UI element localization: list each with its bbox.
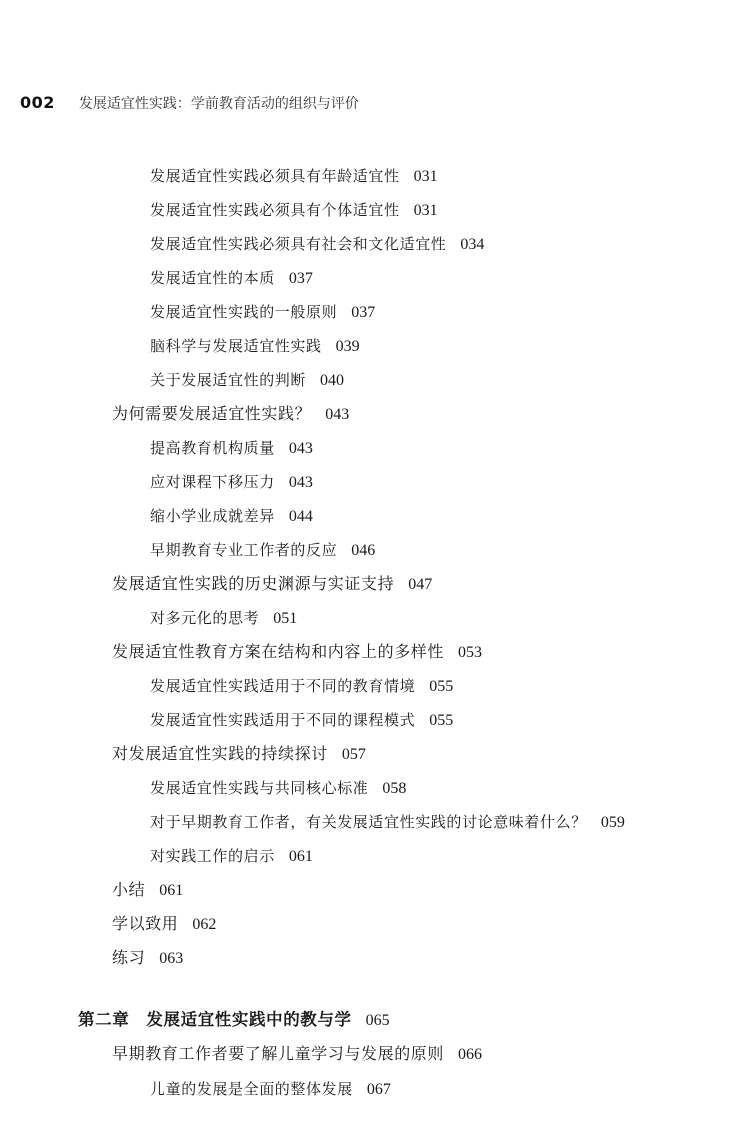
toc-entry-page: 047 <box>408 576 433 593</box>
toc-entry-title: 对实践工作的启示 <box>150 847 275 865</box>
toc-entry-page: 040 <box>320 372 345 389</box>
toc-entry-page: 066 <box>458 1046 483 1063</box>
toc-entry-title: 对发展适宜性实践的持续探讨 <box>112 744 328 763</box>
running-title: 发展适宜性实践：学前教育活动的组织与评价 <box>78 96 359 112</box>
toc-entry-title: 对多元化的思考 <box>150 609 260 627</box>
toc-entry-page: 067 <box>366 1081 391 1098</box>
toc-entry-page: 057 <box>341 746 366 763</box>
toc-subsection[interactable] <box>150 812 625 833</box>
toc-entry-title: 儿童的发展是全面的整体发展 <box>150 1080 353 1098</box>
toc-section[interactable] <box>112 880 183 901</box>
toc-entry-title: 提高教育机构质量 <box>150 439 275 457</box>
toc-section[interactable] <box>112 744 366 765</box>
toc-entry-page: 061 <box>159 882 184 899</box>
toc-entry-title: 发展适宜性实践必须具有个体适宜性 <box>150 201 400 219</box>
toc-subsection[interactable] <box>150 1079 391 1100</box>
toc-entry-title: 发展适宜性实践必须具有社会和文化适宜性 <box>150 235 447 253</box>
toc-entry-page: 063 <box>159 950 184 967</box>
toc-entry-title: 为何需要发展适宜性实践？ <box>112 404 312 423</box>
toc-entry-page: 044 <box>288 508 313 525</box>
running-header <box>20 93 359 113</box>
toc-subsection[interactable] <box>150 200 438 221</box>
toc-entry-title: 应对课程下移压力 <box>150 473 275 491</box>
toc-entry-title: 发展适宜性实践的历史渊源与实证支持 <box>112 574 395 593</box>
toc-entry-title: 发展适宜性实践的一般原则 <box>150 303 338 321</box>
toc-entry-title: 发展适宜性实践适用于不同的教育情境 <box>150 677 416 695</box>
toc-entry-page: 061 <box>288 848 313 865</box>
toc-entry-page: 055 <box>429 712 454 729</box>
toc-entry-title: 发展适宜性实践与共同核心标准 <box>150 779 369 797</box>
toc-subsection[interactable] <box>150 166 438 187</box>
toc-subsection[interactable] <box>150 268 313 289</box>
toc-subsection[interactable] <box>150 778 406 799</box>
toc-subsection[interactable] <box>150 540 375 561</box>
toc-subsection[interactable] <box>150 336 360 357</box>
toc-entry-page: 059 <box>600 814 625 831</box>
toc-entry-title: 小结 <box>112 880 146 899</box>
toc-entry-title: 关于发展适宜性的判断 <box>150 371 307 389</box>
toc-entry-title: 早期教育专业工作者的反应 <box>150 541 338 559</box>
toc-section[interactable] <box>112 914 216 935</box>
toc-entry-page: 034 <box>460 236 485 253</box>
toc-entry-page: 046 <box>351 542 376 559</box>
toc-subsection[interactable] <box>150 370 344 391</box>
toc-section[interactable] <box>112 948 183 969</box>
toc-entry-page: 065 <box>365 1012 390 1029</box>
toc-subsection[interactable] <box>150 438 313 459</box>
toc-entry-page: 037 <box>288 270 313 287</box>
toc-subsection[interactable] <box>150 302 375 323</box>
toc-subsection[interactable] <box>150 846 313 867</box>
toc-entry-title: 脑科学与发展适宜性实践 <box>150 337 322 355</box>
toc-entry-title: 早期教育工作者要了解儿童学习与发展的原则 <box>112 1044 445 1063</box>
toc-entry-title: 练习 <box>112 948 146 967</box>
toc-entry-page: 053 <box>458 644 483 661</box>
toc-section[interactable] <box>112 1044 482 1065</box>
toc-entry-page: 043 <box>288 440 313 457</box>
toc-entry-page: 039 <box>335 338 360 355</box>
toc-entry-title: 学以致用 <box>112 914 179 933</box>
toc-subsection[interactable] <box>150 676 453 697</box>
toc-entry-title: 对于早期教育工作者，有关发展适宜性实践的讨论意味着什么？ <box>150 813 587 831</box>
toc-subsection[interactable] <box>150 472 313 493</box>
toc-entry-page: 043 <box>288 474 313 491</box>
toc-subsection[interactable] <box>150 710 453 731</box>
page-number: 002 <box>20 93 55 112</box>
toc-entry-page: 051 <box>273 610 298 627</box>
toc-chapter[interactable] <box>78 1010 390 1031</box>
toc-section[interactable] <box>112 574 432 595</box>
toc-subsection[interactable] <box>150 506 313 527</box>
toc-entry-page: 043 <box>325 406 350 423</box>
toc-entry-title: 发展适宜性的本质 <box>150 269 275 287</box>
toc-entry-page: 031 <box>413 168 438 185</box>
toc-entry-page: 062 <box>192 916 217 933</box>
toc-entry-title: 第二章 发展适宜性实践中的教与学 <box>78 1010 352 1029</box>
toc-entry-page: 037 <box>351 304 376 321</box>
toc-entry-title: 缩小学业成就差异 <box>150 507 275 525</box>
toc-subsection[interactable] <box>150 234 484 255</box>
toc-entry-page: 031 <box>413 202 438 219</box>
toc-entry-page: 058 <box>382 780 407 797</box>
toc-entry-title: 发展适宜性教育方案在结构和内容上的多样性 <box>112 642 445 661</box>
toc-entry-page: 055 <box>429 678 454 695</box>
toc-subsection[interactable] <box>150 608 297 629</box>
toc-section[interactable] <box>112 642 482 663</box>
toc-section[interactable] <box>112 404 349 425</box>
toc-entry-title: 发展适宜性实践适用于不同的课程模式 <box>150 711 416 729</box>
toc-entry-title: 发展适宜性实践必须具有年龄适宜性 <box>150 167 400 185</box>
